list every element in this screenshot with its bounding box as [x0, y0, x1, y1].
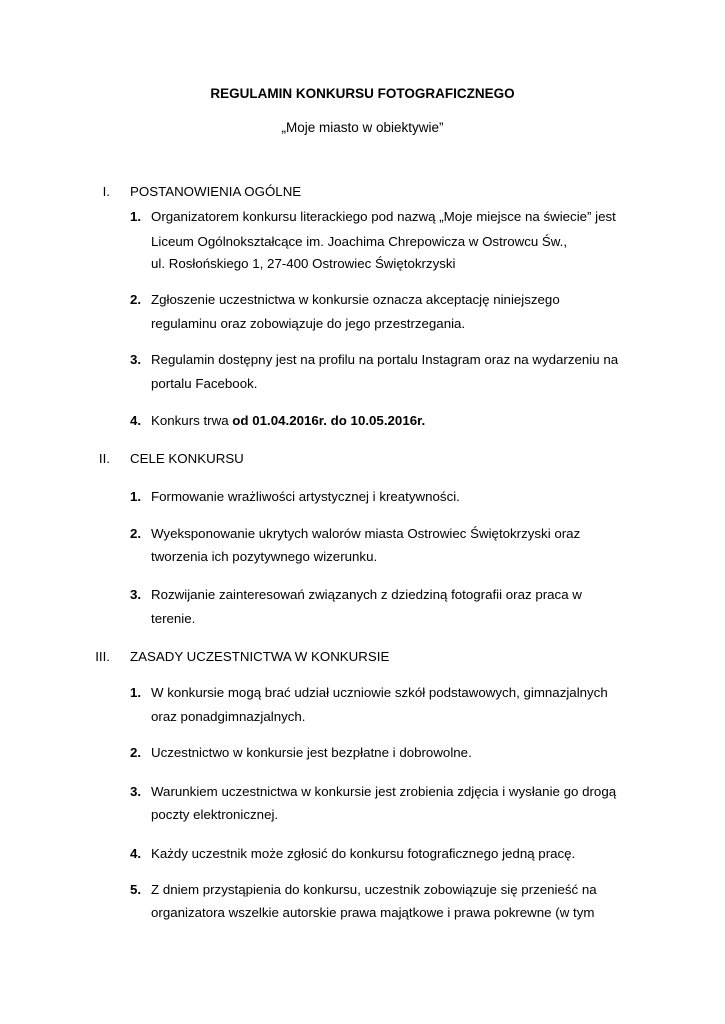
item-number: 4. [130, 413, 142, 428]
section-heading-2 [0, 451, 725, 471]
item-text-line: Rozwijanie zainteresowań związanych z dziedziną fotografii oraz praca w [151, 587, 582, 602]
item-text-prefix: Konkurs trwa [151, 413, 233, 428]
item-number: 3. [130, 587, 142, 602]
item-text-line [151, 413, 425, 428]
section-title: ZASADY UCZESTNICTWA W KONKURSIE [130, 649, 390, 664]
document-title: REGULAMIN KONKURSU FOTOGRAFICZNEGO [210, 86, 515, 101]
item-text-line: terenie. [151, 611, 196, 626]
item-text-line: organizatora wszelkie autorskie prawa majątkowe i prawa pokrewne (w tym [151, 905, 595, 920]
item-number: 3. [130, 784, 142, 799]
item-text-line: Wyeksponowanie ukrytych walorów miasta Ostrowiec Świętokrzyski oraz [151, 526, 581, 541]
item-text-line: Formowanie wrażliwości artystycznej i kreatywności. [151, 489, 460, 504]
item-text-line: poczty elektronicznej. [151, 807, 279, 822]
item-text-line: tworzenia ich pozytywnego wizerunku. [151, 549, 378, 564]
item-number: 4. [130, 846, 142, 861]
section-heading-3 [0, 649, 725, 669]
item-number: 3. [130, 352, 142, 367]
item-text-line: portalu Facebook. [151, 376, 258, 391]
document-subtitle: „Moje miasto w obiektywie” [281, 120, 444, 135]
item-text-line: regulaminu oraz zobowiązuje do jego przestrzegania. [151, 316, 466, 331]
item-number: 1. [130, 685, 142, 700]
section-number: II. [98, 451, 110, 466]
item-number: 5. [130, 882, 142, 897]
item-text-line: Zgłoszenie uczestnictwa w konkursie oznacza akceptację niniejszego [151, 292, 560, 307]
item-text-line: Uczestnictwo w konkursie jest bezpłatne i dobrowolne. [151, 745, 472, 760]
section-heading-1 [0, 184, 725, 204]
item-text-line: Liceum Ogólnokształcące im. Joachima Chrepowicza w Ostrowcu Św., [151, 234, 568, 249]
item-number: 2. [130, 292, 142, 307]
item-number: 2. [130, 526, 142, 541]
item-text-line: Warunkiem uczestnictwa w konkursie jest zrobienia zdjęcia i wysłanie go drogą [151, 784, 617, 799]
item-number: 1. [130, 209, 142, 224]
item-text-line: oraz ponadgimnazjalnych. [151, 709, 306, 724]
item-text-line: W konkursie mogą brać udział uczniowie szkół podstawowych, gimnazjalnych [151, 685, 608, 700]
item-text-line: ul. Rosłońskiego 1, 27-400 Ostrowiec Świętokrzyski [151, 256, 456, 271]
item-number: 1. [130, 489, 142, 504]
section-title: CELE KONKURSU [130, 451, 244, 466]
item-text-line: Organizatorem konkursu literackiego pod nazwą „Moje miejsce na świecie” jest [151, 209, 616, 224]
item-number: 2. [130, 745, 142, 760]
item-text-line: Każdy uczestnik może zgłosić do konkursu fotograficznego jedną pracę. [151, 846, 576, 861]
section-title: POSTANOWIENIA OGÓLNE [130, 184, 302, 199]
item-text-line: Z dniem przystąpienia do konkursu, uczestnik zobowiązuje się przenieść na [151, 882, 597, 897]
contest-dates: od 01.04.2016r. do 10.05.2016r. [232, 413, 426, 428]
section-number: I. [102, 184, 110, 199]
item-text-line: Regulamin dostępny jest na profilu na portalu Instagram oraz na wydarzeniu na [151, 352, 619, 367]
section-number: III. [95, 649, 110, 664]
